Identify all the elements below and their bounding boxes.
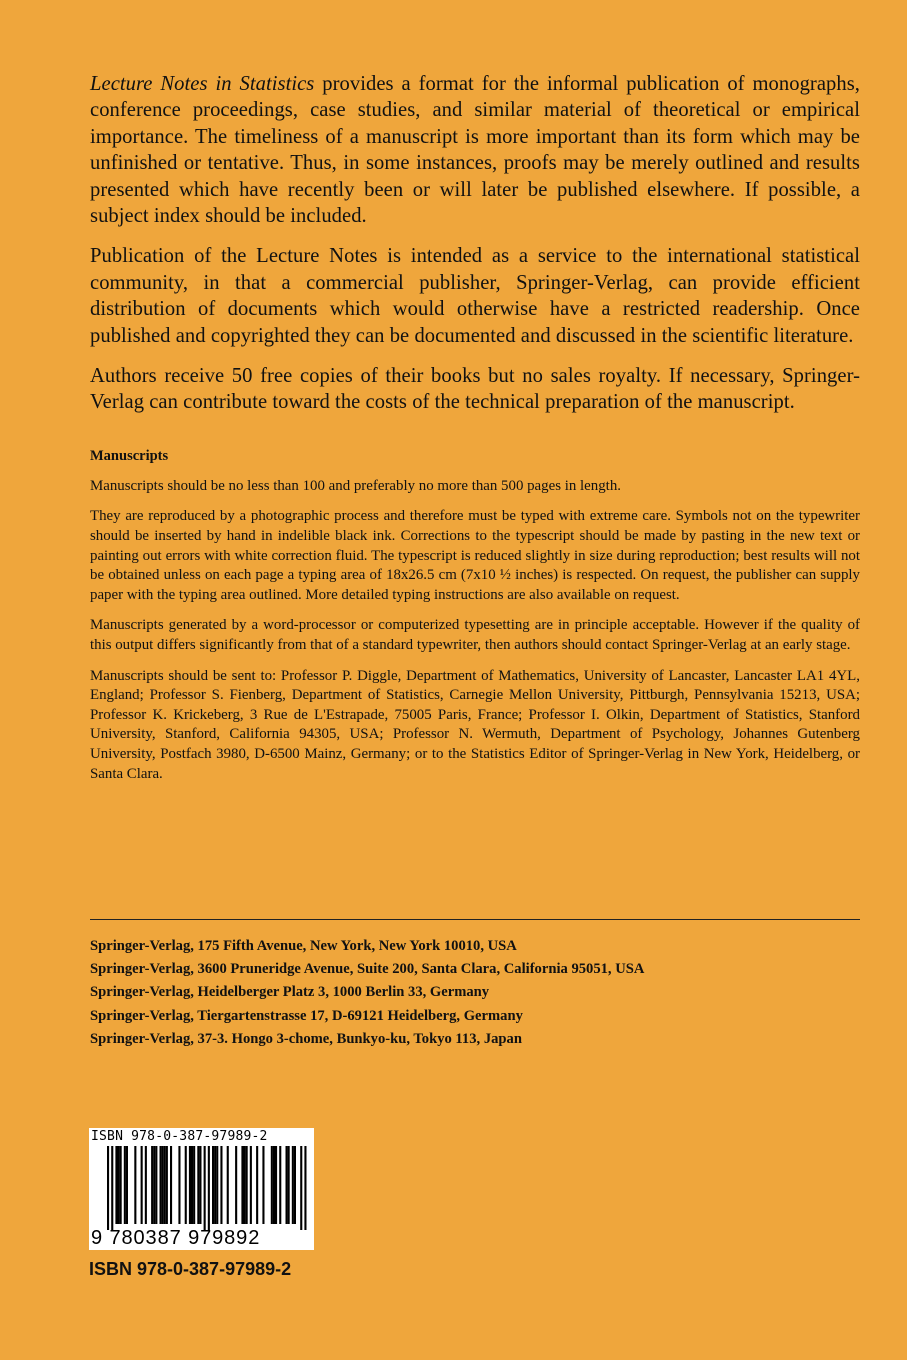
divider-line bbox=[90, 919, 860, 920]
manuscripts-heading: Manuscripts bbox=[90, 447, 169, 464]
barcode-bar bbox=[134, 1146, 136, 1224]
barcode-bar bbox=[214, 1146, 216, 1224]
barcode-bar bbox=[279, 1146, 281, 1224]
manuscripts-section bbox=[90, 447, 860, 784]
barcode-bar bbox=[244, 1146, 246, 1224]
manuscripts-paragraph-2: They are reproduced by a photographic process and therefore must be typed with extreme care. Symbols not on the typewriter should be inserted by hand in indelible black ink. Corrections to the typescript should be made by pasting in the new text or painting out errors with white correction fluid. The typescript is reduced slightly in size during reproduction; best results will not be obtained unless on each page a typing area of 18x26.5 cm (7x10 ½ inches) is respected. On request, the publisher can supply paper with the typing area outlined. More detailed typing instructions are also available on request. bbox=[90, 508, 860, 603]
barcode-bar bbox=[126, 1146, 128, 1224]
address-tokyo: Springer-Verlag, 37-3. Hongo 3-chome, Bunkyo-ku, Tokyo 113, Japan bbox=[90, 1030, 522, 1047]
barcode-bar bbox=[286, 1146, 288, 1224]
barcode-bar bbox=[292, 1146, 294, 1224]
barcode-bar bbox=[193, 1146, 195, 1224]
barcode-bar bbox=[178, 1146, 180, 1224]
barcode-bar bbox=[189, 1146, 191, 1224]
barcode-bar bbox=[191, 1146, 193, 1224]
intro-paragraph-1 bbox=[90, 71, 860, 229]
address-new-york: Springer-Verlag, 175 Fifth Avenue, New York, New York 10010, USA bbox=[90, 938, 517, 954]
barcode-bar bbox=[220, 1146, 222, 1224]
barcode-bar bbox=[197, 1146, 199, 1224]
address-berlin: Springer-Verlag, Heidelberger Platz 3, 1000 Berlin 33, Germany bbox=[90, 984, 490, 1001]
barcode-bar bbox=[262, 1146, 264, 1224]
barcode-bar bbox=[118, 1146, 120, 1224]
barcode-bar bbox=[185, 1146, 187, 1224]
intro-section bbox=[90, 71, 860, 416]
manuscripts-paragraph-3: Manuscripts generated by a word-processor or computerized typesetting are in principle acceptable. However if the quality of this output differs significantly from that of a standard typewriter, then authors should contact Springer-Verlag at an early stage. bbox=[90, 617, 860, 654]
barcode-bar bbox=[241, 1146, 243, 1224]
barcode-isbn-label: ISBN 978-0-387-97989-2 bbox=[91, 1129, 268, 1144]
barcode-bar bbox=[166, 1146, 168, 1224]
publisher-addresses bbox=[90, 935, 860, 1051]
barcode-bar bbox=[151, 1146, 153, 1224]
main-text bbox=[90, 71, 860, 795]
barcode-bar bbox=[141, 1146, 143, 1224]
barcode-bar bbox=[256, 1146, 258, 1224]
barcode-bar bbox=[216, 1146, 218, 1224]
barcode-bar bbox=[153, 1146, 155, 1224]
barcode-bar bbox=[250, 1146, 252, 1224]
barcode-bar bbox=[294, 1146, 296, 1224]
barcode-bar bbox=[124, 1146, 126, 1224]
barcode-bar bbox=[199, 1146, 201, 1224]
intro-paragraph-3: Authors receive 50 free copies of their books but no sales royalty. If necessary, Springer-Verlag can contribute toward the costs of the technical preparation of the manuscript. bbox=[90, 365, 860, 414]
barcode-bar bbox=[235, 1146, 237, 1224]
barcode-bar bbox=[164, 1146, 166, 1224]
barcode-bar bbox=[111, 1146, 113, 1230]
barcode-bar bbox=[246, 1146, 248, 1224]
barcode-bar bbox=[212, 1146, 214, 1224]
series-title: Lecture Notes in Statistics bbox=[90, 73, 315, 95]
barcode-bar bbox=[227, 1146, 229, 1224]
barcode-bar bbox=[204, 1146, 206, 1230]
address-heidelberg: Springer-Verlag, Tiergartenstrasse 17, D-69121 Heidelberg, Germany bbox=[90, 1007, 523, 1024]
barcode-bar bbox=[120, 1146, 122, 1224]
barcode-bar bbox=[208, 1146, 210, 1230]
barcode-bar bbox=[170, 1146, 172, 1224]
barcode-bar bbox=[304, 1146, 306, 1230]
manuscripts-paragraph-1: Manuscripts should be no less than 100 and preferably no more than 500 pages in length. bbox=[90, 477, 621, 494]
barcode-bar bbox=[107, 1146, 109, 1230]
address-santa-clara: Springer-Verlag, 3600 Pruneridge Avenue, Suite 200, Santa Clara, California 95051, USA bbox=[90, 961, 645, 978]
barcode-bar bbox=[271, 1146, 273, 1224]
barcode-bar bbox=[145, 1146, 147, 1224]
barcode-bar bbox=[115, 1146, 117, 1224]
intro-paragraph-2: Publication of the Lecture Notes is intended as a service to the international statistical community, in that a commercial publisher, Springer-Verlag, can provide efficient distribution of documents which would otherwise have a restricted readership. Once published and copyrighted they can be documented and discussed in the scientific literature. bbox=[90, 245, 860, 347]
barcode-bar bbox=[275, 1146, 277, 1224]
manuscripts-paragraph-4: Manuscripts should be sent to: Professor P. Diggle, Department of Mathematics, University of Lancaster, Lancaster LA1 4YL, England; Professor S. Fienberg, Department of Statistics, Carnegie Mellon University, Pittburgh, Pennsylvania 15213, USA; Professor K. Krickeberg, 3 Rue de L'Estrapade, 75005 Paris, France; Professor I. Olkin, Department of Statistics, Stanford University, Stanford, California 94305, USA; Professor N. Wermuth, Department of Psychology, Johannes Gutenberg University, Postfach 3980, D-6500 Mainz, Germany; or to the Statistics Editor of Springer-Verlag in New York, Heidelberg, or Santa Clara. bbox=[90, 667, 860, 782]
barcode-bar bbox=[162, 1146, 164, 1224]
barcode-bar bbox=[300, 1146, 302, 1230]
barcode bbox=[89, 1128, 314, 1250]
barcode-bar bbox=[288, 1146, 290, 1224]
intro-paragraph-1-text: provides a format for the informal publication of monographs, conference proceedings, case studies, and similar material of theoretical or empirical importance. The timeliness of a manuscript is more important than its form which may be unfinished or tentative. Thus, in some instances, proofs may be merely outlined and results presented which have recently been or will later be published elsewhere. If possible, a subject index should be included. bbox=[90, 73, 860, 228]
isbn-number: ISBN 978-0-387-97989-2 bbox=[89, 1259, 292, 1279]
barcode-bar bbox=[155, 1146, 157, 1224]
barcode-digits: 9 780387 979892 bbox=[91, 1227, 261, 1249]
barcode-bar bbox=[160, 1146, 162, 1224]
barcode-bar bbox=[273, 1146, 275, 1224]
